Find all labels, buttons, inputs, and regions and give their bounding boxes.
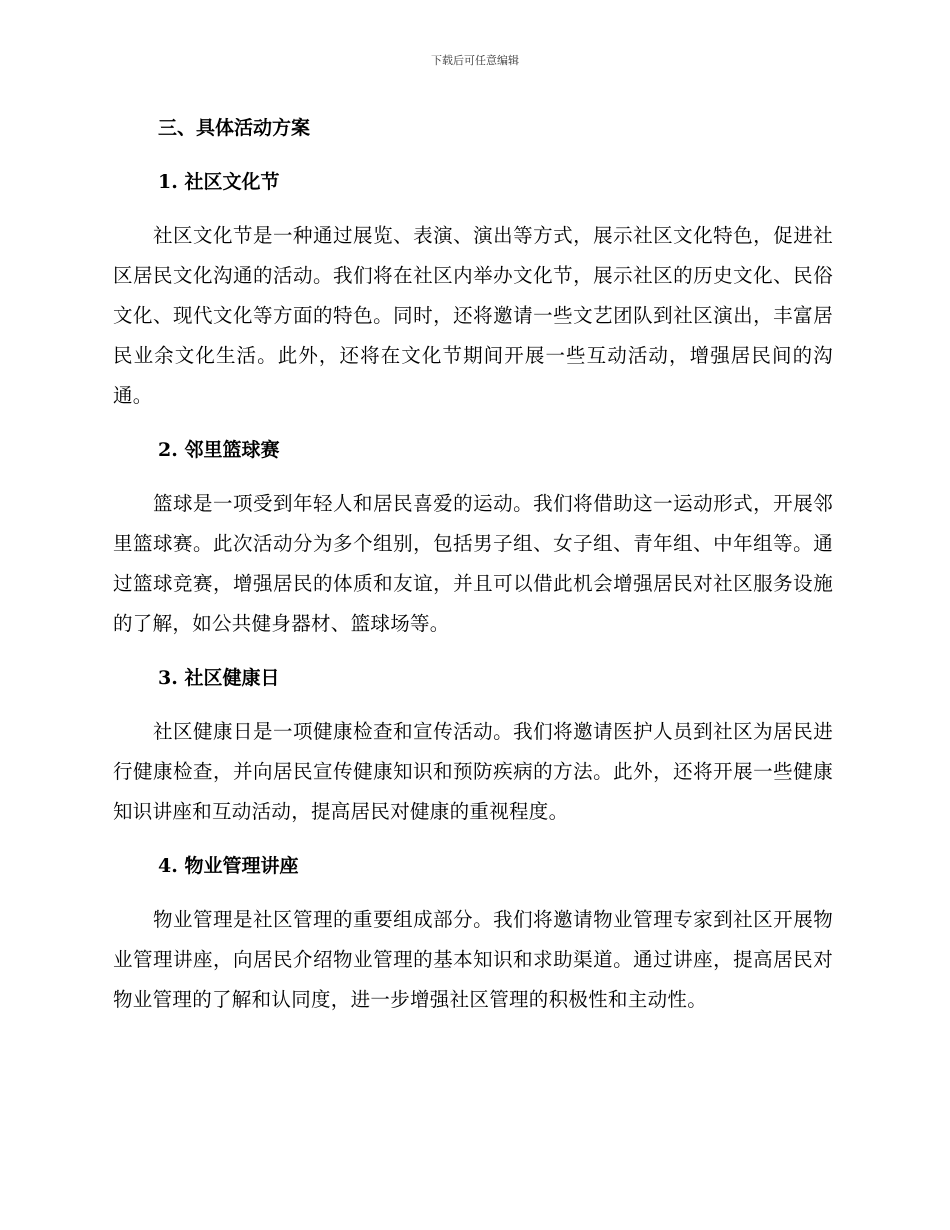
item-heading-property-lecture: 4. 物业管理讲座: [158, 855, 299, 877]
page-header-note: 下载后可任意编辑: [431, 54, 519, 67]
item-body-basketball: 篮球是一项受到年轻人和居民喜爱的运动。我们将借助这一运动形式，开展邻里篮球赛。此次活动分为多个组别，包括男子组、女子组、青年组、中年组等。通过篮球竞赛，增强居民的体质和友谊，并且可以借此机会增强居民对社区服务设施的了解，如公共健身器材、篮球场等。: [113, 492, 833, 635]
item-body-culture-festival: 社区文化节是一种通过展览、表演、演出等方式，展示社区文化特色，促进社区居民文化沟通的活动。我们将在社区内举办文化节，展示社区的历史文化、民俗文化、现代文化等方面的特色。同时，还将邀请一些文艺团队到社区演出，丰富居民业余文化生活。此外，还将在文化节期间开展一些互动活动，增强居民间的沟通。: [113, 224, 833, 407]
item-body-health-day: 社区健康日是一项健康检查和宣传活动。我们将邀请医护人员到社区为居民进行健康检查，并向居民宣传健康知识和预防疾病的方法。此外，还将开展一些健康知识讲座和互动活动，提高居民对健康的重视程度。: [113, 720, 833, 823]
item-heading-culture-festival: 1. 社区文化节: [158, 171, 280, 193]
document-body: [113, 108, 833, 1034]
item-heading-basketball: 2. 邻里篮球赛: [158, 439, 280, 461]
section-title: 三、具体活动方案: [158, 117, 311, 139]
item-body-property-lecture: 物业管理是社区管理的重要组成部分。我们将邀请物业管理专家到社区开展物业管理讲座，向居民介绍物业管理的基本知识和求助渠道。通过讲座，提高居民对物业管理的了解和认同度，进一步增强社区管理的积极性和主动性。: [113, 908, 833, 1011]
item-heading-health-day: 3. 社区健康日: [158, 667, 280, 689]
